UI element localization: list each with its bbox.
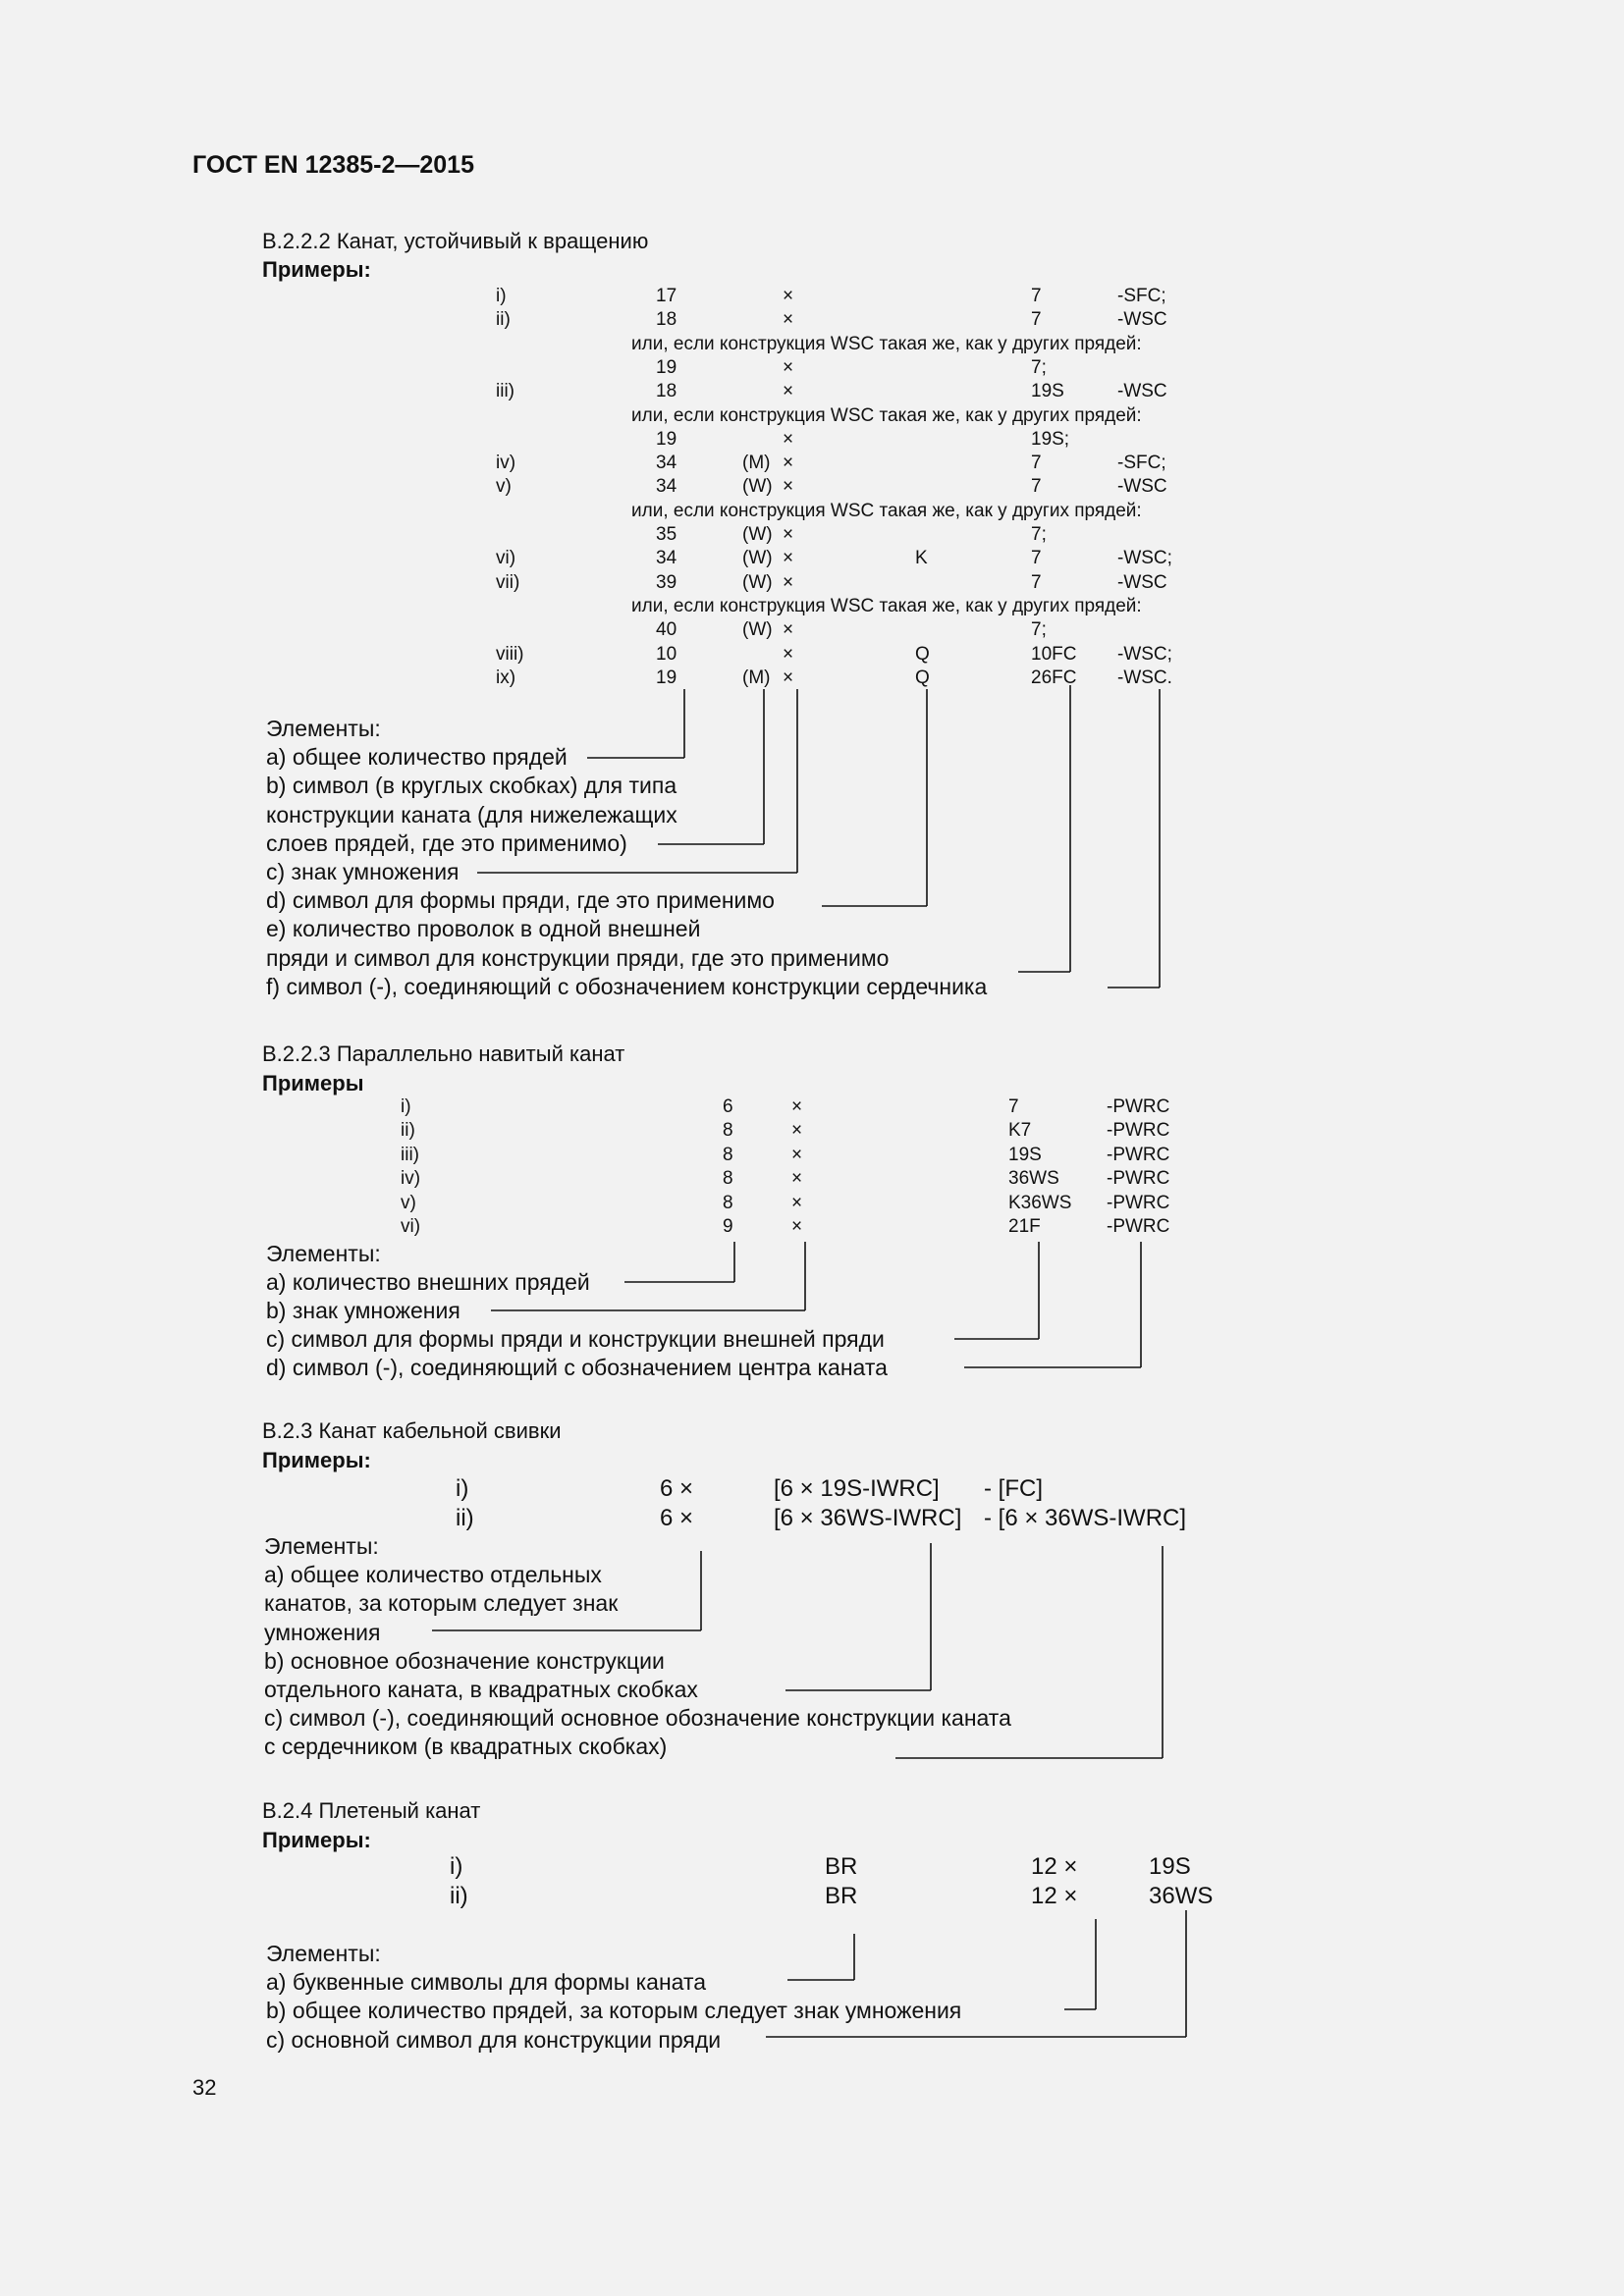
example-cell: × bbox=[783, 644, 794, 665]
example-cell: vii) bbox=[496, 572, 520, 593]
example-cell: iv) bbox=[401, 1168, 421, 1189]
element-line: Элементы: bbox=[266, 1241, 381, 1266]
example-cell: 18 bbox=[656, 309, 677, 330]
example-note: или, если конструкция WSC такая же, как у других прядей: bbox=[631, 596, 1142, 616]
example-cell: [6 × 19S-IWRC] bbox=[774, 1475, 940, 1502]
element-line: канатов, за которым следует знак bbox=[264, 1590, 619, 1616]
example-cell: × bbox=[791, 1168, 803, 1189]
example-cell: ii) bbox=[401, 1120, 415, 1141]
example-cell: iv) bbox=[496, 453, 516, 473]
example-cell: 8 bbox=[723, 1145, 733, 1165]
element-line: с сердечником (в квадратных скобках) bbox=[264, 1734, 668, 1759]
example-cell: 17 bbox=[656, 286, 677, 306]
example-cell: × bbox=[783, 381, 794, 401]
example-cell: 34 bbox=[656, 476, 677, 497]
example-cell: 7 bbox=[1031, 572, 1042, 593]
example-cell: i) bbox=[496, 286, 507, 306]
element-line: b) символ (в круглых скобках) для типа bbox=[266, 773, 677, 798]
example-cell: ii) bbox=[456, 1505, 474, 1531]
example-cell: -PWRC bbox=[1107, 1216, 1170, 1237]
example-cell: ii) bbox=[496, 309, 511, 330]
example-cell: i) bbox=[456, 1475, 469, 1502]
example-cell: - [6 × 36WS-IWRC] bbox=[984, 1505, 1187, 1531]
examples-heading-parallel: Примеры bbox=[262, 1071, 364, 1095]
example-cell: -WSC bbox=[1117, 476, 1167, 497]
example-cell: -PWRC bbox=[1107, 1168, 1170, 1189]
example-cell: K36WS bbox=[1008, 1193, 1072, 1213]
example-cell: 10FC bbox=[1031, 644, 1077, 665]
example-cell: × bbox=[791, 1120, 803, 1141]
example-cell: 7 bbox=[1008, 1096, 1019, 1117]
example-cell: 6 bbox=[723, 1096, 733, 1117]
example-cell: 10 bbox=[656, 644, 677, 665]
example-cell: -PWRC bbox=[1107, 1145, 1170, 1165]
example-cell: 7 bbox=[1031, 476, 1042, 497]
section-title-rotation-resistant: B.2.2.2 Канат, устойчивый к вращению bbox=[262, 229, 649, 253]
example-cell: -PWRC bbox=[1107, 1120, 1170, 1141]
example-cell: i) bbox=[450, 1853, 463, 1880]
element-line: b) основное обозначение конструкции bbox=[264, 1648, 665, 1674]
section-title-braided: B.2.4 Плетеный канат bbox=[262, 1798, 481, 1823]
element-line: конструкции каната (для нижележащих bbox=[266, 802, 677, 828]
example-cell: BR bbox=[825, 1883, 858, 1909]
examples-heading-braided: Примеры: bbox=[262, 1828, 371, 1852]
examples-heading-cable-laid: Примеры: bbox=[262, 1448, 371, 1472]
example-cell: v) bbox=[401, 1193, 416, 1213]
element-line: Элементы: bbox=[266, 716, 381, 741]
example-cell: -SFC; bbox=[1117, 453, 1166, 473]
example-cell: 7 bbox=[1031, 286, 1042, 306]
example-cell: -WSC bbox=[1117, 309, 1167, 330]
example-note: или, если конструкция WSC такая же, как у других прядей: bbox=[631, 334, 1142, 354]
example-cell: (M) bbox=[742, 667, 771, 688]
example-cell: -WSC; bbox=[1117, 548, 1172, 568]
example-cell: 7 bbox=[1031, 548, 1042, 568]
example-cell: 19S bbox=[1008, 1145, 1042, 1165]
example-cell: 19 bbox=[656, 667, 677, 688]
example-cell: 8 bbox=[723, 1120, 733, 1141]
example-cell: 19 bbox=[656, 357, 677, 378]
example-cell: -WSC. bbox=[1117, 667, 1172, 688]
example-cell: -WSC; bbox=[1117, 644, 1172, 665]
example-cell: 7; bbox=[1031, 524, 1047, 545]
element-line: a) общее количество прядей bbox=[266, 744, 568, 770]
element-line: d) символ (-), соединяющий с обозначением центра каната bbox=[266, 1355, 888, 1380]
example-cell: 7; bbox=[1031, 357, 1047, 378]
example-note: или, если конструкция WSC такая же, как у других прядей: bbox=[631, 405, 1142, 426]
element-line: c) знак умножения bbox=[266, 859, 460, 884]
page-number: 32 bbox=[192, 2075, 217, 2100]
example-cell: × bbox=[783, 357, 794, 378]
example-cell: K bbox=[915, 548, 928, 568]
example-cell: v) bbox=[496, 476, 512, 497]
example-cell: (W) bbox=[742, 524, 773, 545]
example-cell: BR bbox=[825, 1853, 858, 1880]
example-cell: 6 × bbox=[660, 1505, 694, 1531]
example-cell: × bbox=[783, 476, 794, 497]
example-cell: 36WS bbox=[1008, 1168, 1059, 1189]
example-cell: × bbox=[783, 309, 794, 330]
element-line: b) знак умножения bbox=[266, 1298, 460, 1323]
example-cell: 18 bbox=[656, 381, 677, 401]
example-cell: (W) bbox=[742, 572, 773, 593]
example-cell: K7 bbox=[1008, 1120, 1032, 1141]
example-cell: × bbox=[783, 429, 794, 450]
example-cell: 7; bbox=[1031, 619, 1047, 640]
example-cell: × bbox=[783, 619, 794, 640]
example-cell: × bbox=[791, 1193, 803, 1213]
example-cell: iii) bbox=[401, 1145, 419, 1165]
example-cell: 40 bbox=[656, 619, 677, 640]
element-line: c) символ (-), соединяющий основное обозначение конструкции каната bbox=[264, 1705, 1011, 1731]
element-line: Элементы: bbox=[264, 1533, 379, 1559]
example-cell: (W) bbox=[742, 476, 773, 497]
element-line: отдельного каната, в квадратных скобках bbox=[264, 1677, 698, 1702]
example-cell: 8 bbox=[723, 1193, 733, 1213]
example-cell: × bbox=[783, 524, 794, 545]
examples-heading-rotation-resistant: Примеры: bbox=[262, 257, 371, 282]
element-line: пряди и символ для конструкции пряди, где это применимо bbox=[266, 945, 890, 971]
element-line: e) количество проволок в одной внешней bbox=[266, 916, 701, 941]
example-cell: × bbox=[791, 1216, 803, 1237]
example-cell: 39 bbox=[656, 572, 677, 593]
example-cell: i) bbox=[401, 1096, 411, 1117]
example-cell: -WSC bbox=[1117, 572, 1167, 593]
example-cell: (W) bbox=[742, 619, 773, 640]
example-cell: × bbox=[783, 572, 794, 593]
element-line: a) количество внешних прядей bbox=[266, 1269, 590, 1295]
example-note: или, если конструкция WSC такая же, как у других прядей: bbox=[631, 501, 1142, 521]
example-cell: - [FC] bbox=[984, 1475, 1043, 1502]
example-cell: ix) bbox=[496, 667, 516, 688]
element-line: f) символ (-), соединяющий с обозначением конструкции сердечника bbox=[266, 974, 988, 999]
example-cell: 7 bbox=[1031, 453, 1042, 473]
example-cell: 19 bbox=[656, 429, 677, 450]
example-cell: (W) bbox=[742, 548, 773, 568]
example-cell: 19S bbox=[1031, 381, 1064, 401]
example-cell: × bbox=[791, 1145, 803, 1165]
example-cell: 19S bbox=[1149, 1853, 1191, 1880]
example-cell: 8 bbox=[723, 1168, 733, 1189]
example-cell: vi) bbox=[401, 1216, 421, 1237]
example-cell: ii) bbox=[450, 1883, 468, 1909]
example-cell: 12 × bbox=[1031, 1883, 1078, 1909]
example-cell: × bbox=[791, 1096, 803, 1117]
element-line: b) общее количество прядей, за которым следует знак умножения bbox=[266, 1998, 962, 2023]
example-cell: vi) bbox=[496, 548, 516, 568]
element-line: умножения bbox=[264, 1620, 381, 1645]
example-cell: Q bbox=[915, 644, 930, 665]
example-cell: × bbox=[783, 667, 794, 688]
element-line: c) основной символ для конструкции пряди bbox=[266, 2027, 722, 2053]
section-title-cable-laid: B.2.3 Канат кабельной свивки bbox=[262, 1418, 562, 1443]
element-line: a) общее количество отдельных bbox=[264, 1562, 602, 1587]
example-cell: 36WS bbox=[1149, 1883, 1214, 1909]
example-cell: viii) bbox=[496, 644, 524, 665]
example-cell: Q bbox=[915, 667, 930, 688]
example-cell: 34 bbox=[656, 453, 677, 473]
example-cell: -PWRC bbox=[1107, 1096, 1170, 1117]
document-title: ГОСТ EN 12385-2—2015 bbox=[192, 151, 474, 179]
example-cell: iii) bbox=[496, 381, 514, 401]
example-cell: 34 bbox=[656, 548, 677, 568]
example-cell: 26FC bbox=[1031, 667, 1077, 688]
example-cell: 12 × bbox=[1031, 1853, 1078, 1880]
element-line: Элементы: bbox=[266, 1941, 381, 1966]
example-cell: (M) bbox=[742, 453, 771, 473]
element-line: d) символ для формы пряди, где это применимо bbox=[266, 887, 775, 913]
example-cell: 7 bbox=[1031, 309, 1042, 330]
element-line: c) символ для формы пряди и конструкции внешней пряди bbox=[266, 1326, 885, 1352]
example-cell: × bbox=[783, 453, 794, 473]
element-line: a) буквенные символы для формы каната bbox=[266, 1969, 707, 1995]
example-cell: 19S; bbox=[1031, 429, 1070, 450]
section-title-parallel: B.2.2.3 Параллельно навитый канат bbox=[262, 1041, 625, 1066]
example-cell: -PWRC bbox=[1107, 1193, 1170, 1213]
example-cell: × bbox=[783, 286, 794, 306]
example-cell: × bbox=[783, 548, 794, 568]
example-cell: -SFC; bbox=[1117, 286, 1166, 306]
element-line: слоев прядей, где это применимо) bbox=[266, 830, 627, 856]
example-cell: 9 bbox=[723, 1216, 733, 1237]
example-cell: 35 bbox=[656, 524, 677, 545]
example-cell: [6 × 36WS-IWRC] bbox=[774, 1505, 962, 1531]
example-cell: 6 × bbox=[660, 1475, 694, 1502]
example-cell: -WSC bbox=[1117, 381, 1167, 401]
example-cell: 21F bbox=[1008, 1216, 1041, 1237]
